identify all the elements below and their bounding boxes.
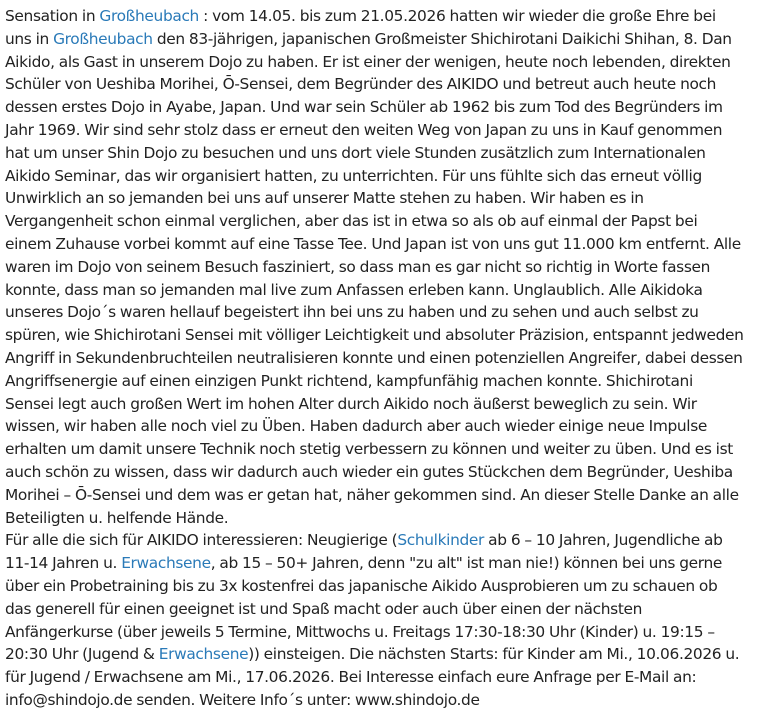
text-segment: , ab 15 – 50+ Jahren, denn "zu alt" ist man nie!) können bei uns gerne über ein Probetraining bis zu 3x kostenfrei das japanische Aikido Ausprobieren um zu schauen ob das generell für einen geeignet ist und Spaß macht oder auch über einen der nächsten Anfängerkurse (über jeweils 5 Termine, Mittwochs u. Freitags 17:30-18:30 Uhr (Kinder) u. 19:15 – 20:30 Uhr (Jugend &: [5, 554, 722, 664]
paragraph-seminar-report: [5, 5, 745, 529]
text-segment: Sensation in: [5, 7, 100, 25]
link-erwachsene[interactable]: Erwachsene: [158, 645, 249, 664]
link-schulkinder[interactable]: Schulkinder: [397, 531, 485, 550]
text-segment: Für alle die sich für AIKIDO interessieren: Neugierige (: [5, 531, 398, 550]
link-grossheubach[interactable]: Großheubach: [99, 7, 199, 25]
text-segment: )) einsteigen. Die nächsten Starts: für Kinder am Mi., 10.06.2026 u. für Jugend / Erwachsene am Mi., 17.06.2026. Bei Interesse einfach eure Anfrage per E-Mail an: info@shindojo.de senden. Weitere Info´s unter: www.shindojo.de: [5, 645, 740, 709]
text-segment: ab 6 – 10 Jahren, Jugendliche ab 11-14 Jahren u.: [5, 531, 723, 573]
link-erwachsene[interactable]: Erwachsene: [121, 554, 211, 573]
text-segment: : vom 14.05. bis zum 21.05.2026 hatten wir wieder die große Ehre bei uns in: [5, 7, 716, 48]
text-segment: den 83-jährigen, japanischen Großmeister Shichirotani Daikichi Shihan, 8. Dan Aikido, als Gast in unserem Dojo zu haben. Er ist einer der wenigen, heute noch lebenden, direkten Schüler von Ueshiba Morihei, Ō-Sensei, dem Begründer des AIKIDO und betreut auch heute noch dessen erstes Dojo in Ayabe, Japan. Und war sein Schüler ab 1962 bis zum Tod des Begründers im Jahr 1969. Wir sind sehr stolz dass er erneut den weiten Weg von Japan zu uns in Kauf genommen hat um unser Shin Dojo zu besuchen und uns dort viele Stunden zusätzlich zum Internationalen Aikido Seminar, das wir organisiert hatten, zu unterrichten. Für uns fühlte sich das erneut völlig Unwirklich an so jemanden bei uns auf unserer Matte stehen zu haben. Wir haben es in Vergangenheit schon einmal verglichen, aber das ist in etwa so als ob auf einmal der Papst bei einem Zuhause vorbei kommt auf eine Tasse Tee. Und Japan ist von uns gut 11.000 km entfernt. Alle waren im Dojo von seinem Besuch fasziniert, so dass man es gar nicht so richtig in Worte fassen konnte, dass man so jemanden mal live zum Anfassen erleben kann. Unglaublich. Alle Aikidoka unseres Dojo´s waren hellauf begeistert ihn bei uns zu haben und zu sehen und auch selbst zu spüren, wie Shichirotani Sensei mit völliger Leichtigkeit und absoluter Präzision, entspannt jedweden Angriff in Sekundenbruchteilen neutralisieren konnte und einen potenziellen Angreifer, dabei dessen Angriffsenergie auf einen einzigen Punkt richtend, kampfunfähig machen konnte. Shichirotani Sensei legt auch großen Wert im hohen Alter durch Aikido noch äußerst beweglich zu sein. Wir wissen, wir haben alle noch viel zu Üben. Haben dadurch aber auch wieder einige neue Impulse erhalten um damit unsere Technik noch stetig verbessern zu können und weiter zu üben. Und es ist auch schön zu wissen, dass wir dadurch auch wieder ein gutes Stückchen dem Begründer, Ueshiba Morihei – Ō-Sensei und dem was er getan hat, näher gekommen sind. An dieser Stelle Danke an alle Beteiligten u. helfende Hände.: [5, 29, 744, 527]
paragraph-invitation: [5, 529, 745, 711]
link-grossheubach[interactable]: Großheubach: [53, 29, 153, 48]
